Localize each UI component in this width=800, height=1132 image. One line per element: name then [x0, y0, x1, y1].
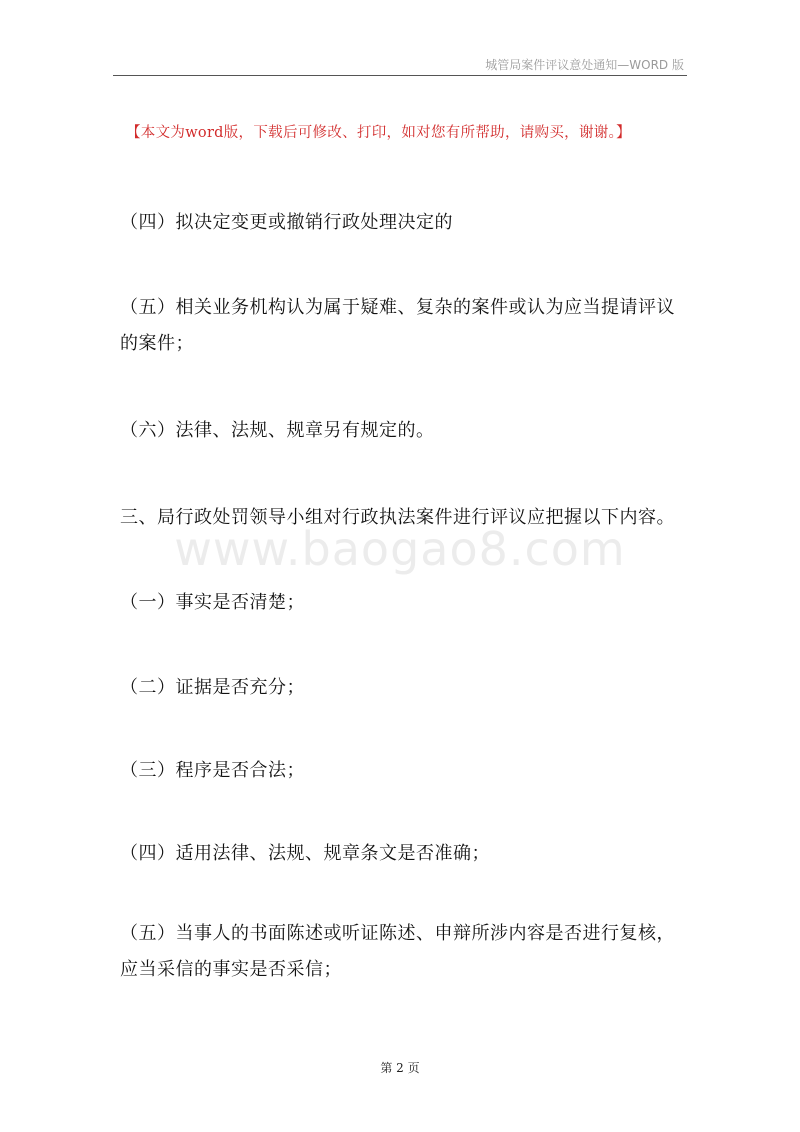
page-header-title: 城管局案件评议意处通知—WORD 版	[485, 58, 684, 72]
page-number: 第 2 页	[380, 1061, 420, 1075]
paragraph-item-4: （四）拟决定变更或撤销行政处理决定的	[120, 212, 453, 233]
content-item-5: （五）当事人的书面陈述或听证陈述、申辩所涉内容是否进行复核，应当采信的事实是否采信；	[120, 923, 675, 980]
content-item-1: （一）事实是否清楚；	[120, 592, 305, 613]
paragraph-item-5: （五）相关业务机构认为属于疑难、复杂的案件或认为应当提请评议的案件；	[120, 297, 675, 354]
content-item-2: （二）证据是否充分；	[120, 677, 305, 698]
purchase-notice: 【本文为word版，下载后可修改、打印，如对您有所帮助，请购买，谢谢。】	[126, 125, 631, 141]
content-item-3: （三）程序是否合法；	[120, 760, 305, 781]
watermark-text: www.baogao8.com	[174, 522, 626, 576]
paragraph-item-6: （六）法律、法规、规章另有规定的。	[120, 420, 435, 441]
content-item-4: （四）适用法律、法规、规章条文是否准确；	[120, 843, 490, 864]
section-three-heading: 三、局行政处罚领导小组对行政执法案件进行评议应把握以下内容。	[120, 507, 675, 528]
header-divider	[113, 75, 687, 76]
